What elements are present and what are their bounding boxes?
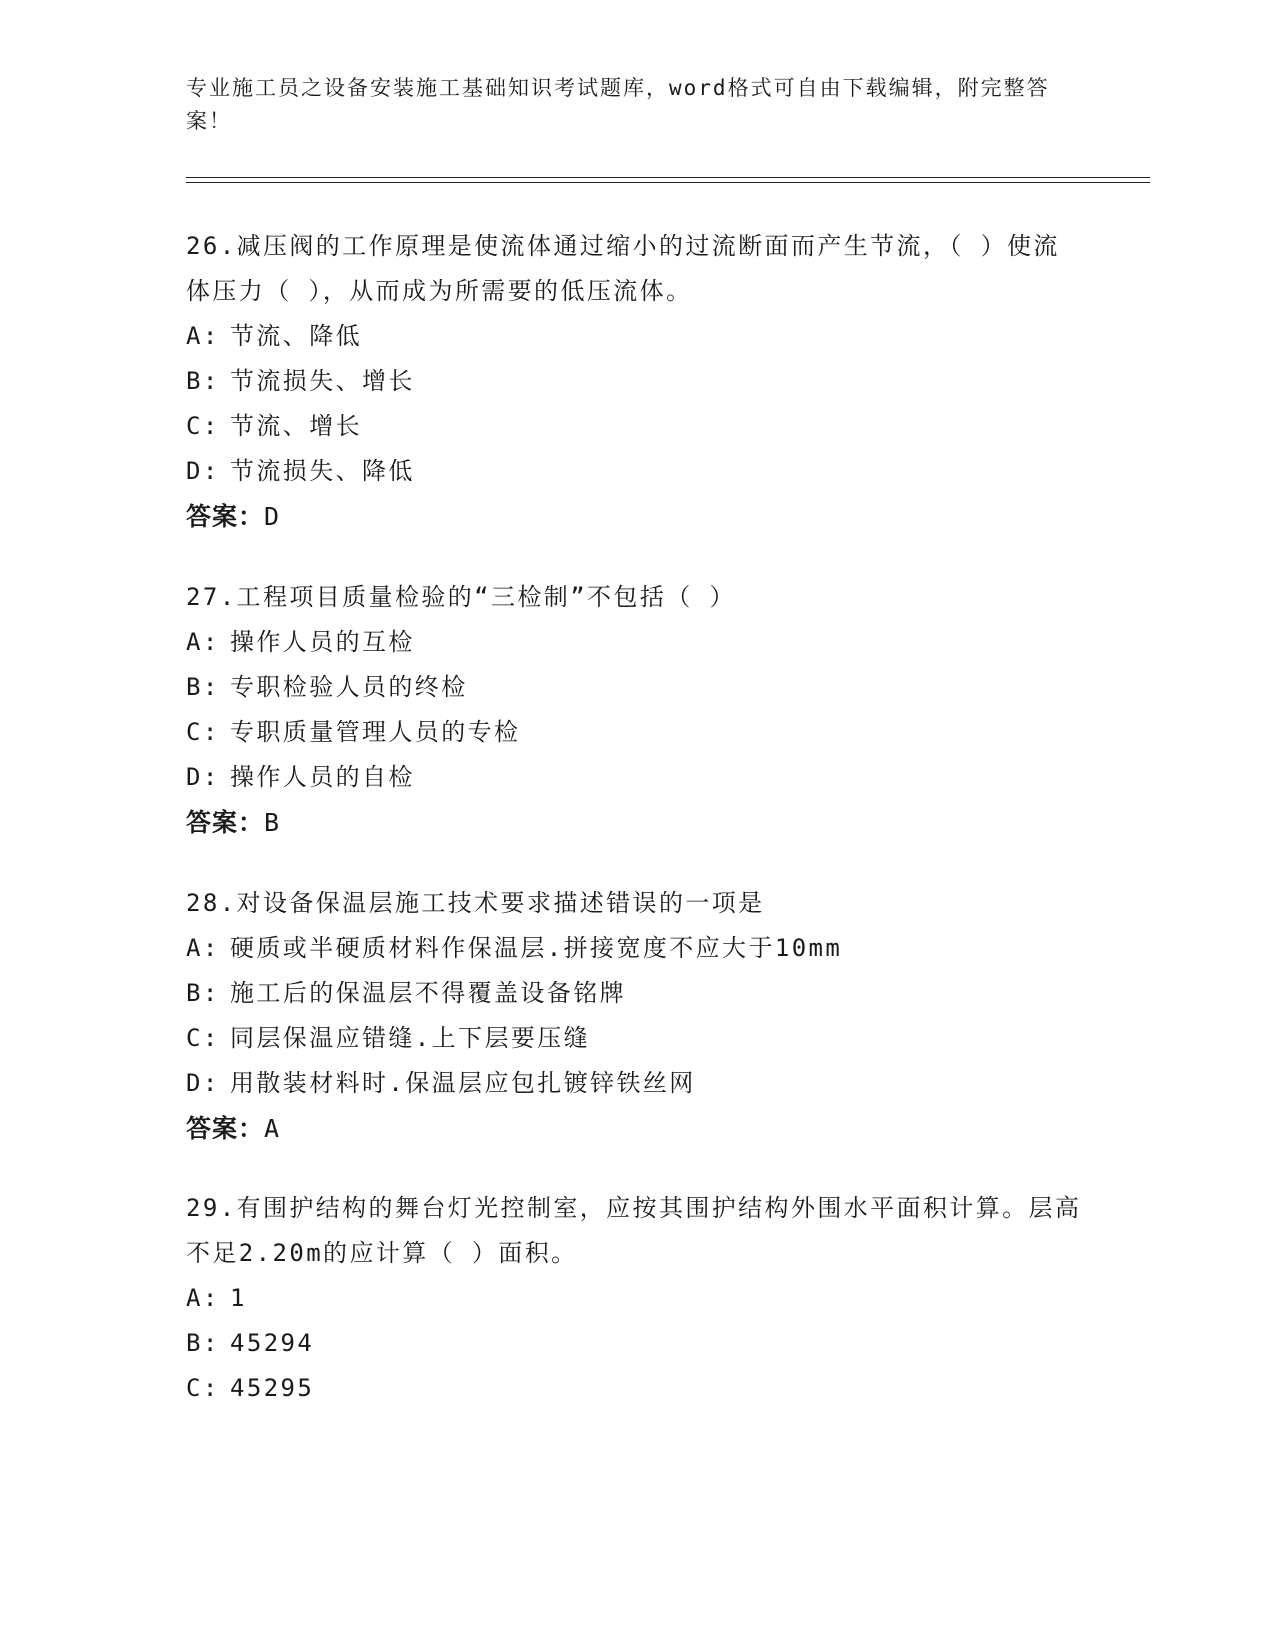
option-letter: C: xyxy=(186,1024,220,1052)
option-a xyxy=(186,314,1086,359)
option-text: 操作人员的自检 xyxy=(230,763,415,791)
option-letter: D: xyxy=(186,1069,220,1097)
option-text: 用散装材料时.保温层应包扎镀锌铁丝网 xyxy=(230,1069,696,1097)
answer-line xyxy=(186,494,1086,540)
option-text: 45294 xyxy=(230,1329,315,1357)
option-d xyxy=(186,449,1086,494)
option-letter: C: xyxy=(186,1374,220,1402)
answer-value: A xyxy=(264,1114,281,1143)
question-text: 28.对设备保温层施工技术要求描述错误的一项是 xyxy=(186,889,765,917)
question-text: 29.有围护结构的舞台灯光控制室，应按其围护结构外围水平面积计算。层高不足2.20m的应计算（ ）面积。 xyxy=(186,1194,1082,1267)
option-text: 专职质量管理人员的专检 xyxy=(230,718,521,746)
option-text: 节流、降低 xyxy=(230,322,362,350)
option-b xyxy=(186,1321,1086,1366)
option-d xyxy=(186,1061,1086,1106)
answer-value: D xyxy=(264,502,281,531)
answer-line xyxy=(186,800,1086,846)
option-letter: A: xyxy=(186,934,220,962)
option-letter: C: xyxy=(186,718,220,746)
option-text: 节流、增长 xyxy=(230,412,362,440)
answer-label: 答案： xyxy=(186,502,265,531)
answer-label: 答案： xyxy=(186,1114,265,1143)
option-text: 1 xyxy=(230,1284,247,1312)
option-letter: B: xyxy=(186,673,220,701)
option-text: 45295 xyxy=(230,1374,315,1402)
option-a xyxy=(186,620,1086,665)
answer-line xyxy=(186,1106,1086,1152)
option-c xyxy=(186,1366,1086,1411)
option-letter: A: xyxy=(186,1284,220,1312)
option-b xyxy=(186,359,1086,404)
question-28 xyxy=(186,881,1086,1152)
option-letter: C: xyxy=(186,412,220,440)
option-c xyxy=(186,1016,1086,1061)
option-text: 硬质或半硬质材料作保温层.拼接宽度不应大于10mm xyxy=(230,934,843,962)
option-d xyxy=(186,755,1086,800)
option-b xyxy=(186,665,1086,710)
answer-value: B xyxy=(264,808,281,837)
option-b xyxy=(186,971,1086,1016)
question-29 xyxy=(186,1186,1086,1411)
question-text: 26.减压阀的工作原理是使流体通过缩小的过流断面而产生节流，（ ）使流体压力（ ），从而成为所需要的低压流体。 xyxy=(186,232,1060,305)
question-26 xyxy=(186,224,1086,540)
option-a xyxy=(186,926,1086,971)
option-c xyxy=(186,710,1086,755)
option-text: 节流损失、增长 xyxy=(230,367,415,395)
answer-label: 答案： xyxy=(186,808,265,837)
option-text: 专职检验人员的终检 xyxy=(230,673,468,701)
option-letter: B: xyxy=(186,1329,220,1357)
option-c xyxy=(186,404,1086,449)
header-divider-top xyxy=(186,177,1150,178)
option-letter: D: xyxy=(186,457,220,485)
question-text: 27.工程项目质量检验的“三检制”不包括（ ） xyxy=(186,583,736,611)
option-text: 操作人员的互检 xyxy=(230,628,415,656)
document-header: 专业施工员之设备安装施工基础知识考试题库，word格式可自由下载编辑，附完整答案！ xyxy=(186,76,1050,133)
option-text: 同层保温应错缝.上下层要压缝 xyxy=(230,1024,591,1052)
option-letter: B: xyxy=(186,979,220,1007)
option-a xyxy=(186,1276,1086,1321)
option-letter: A: xyxy=(186,322,220,350)
option-letter: B: xyxy=(186,367,220,395)
header-divider-bottom xyxy=(186,182,1150,183)
option-text: 施工后的保温层不得覆盖设备铭牌 xyxy=(230,979,626,1007)
question-27 xyxy=(186,575,1086,846)
option-letter: A: xyxy=(186,628,220,656)
option-text: 节流损失、降低 xyxy=(230,457,415,485)
option-letter: D: xyxy=(186,763,220,791)
